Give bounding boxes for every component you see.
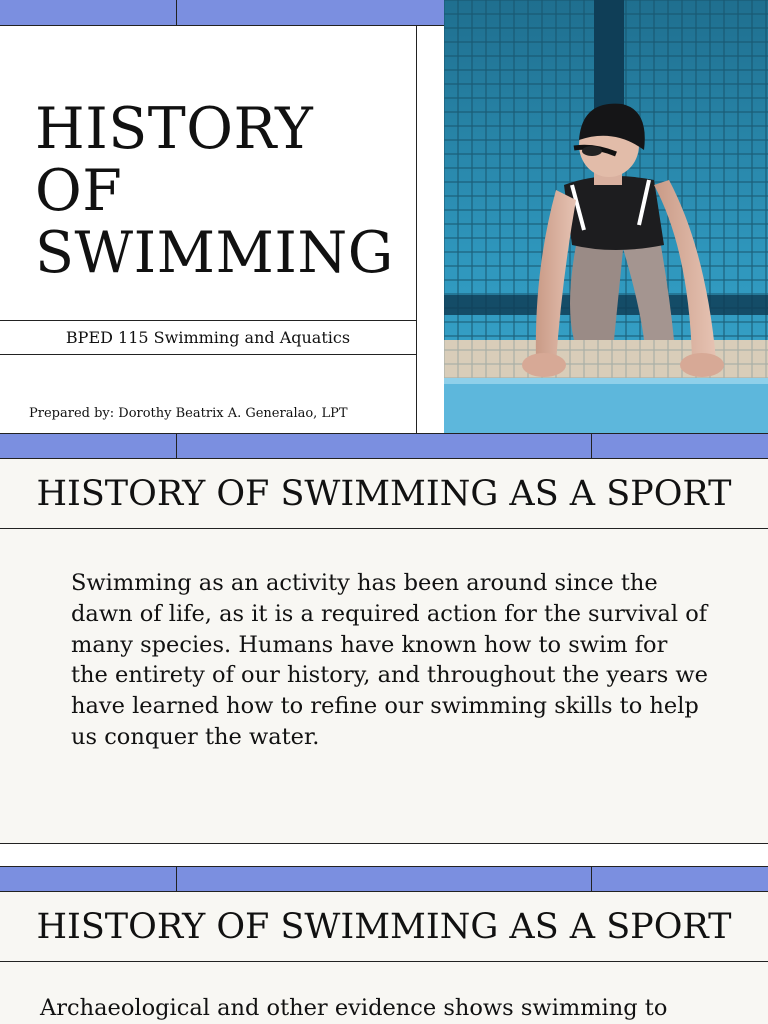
title-slide-divider: [416, 26, 417, 433]
slide-body-text: Archaeological and other evidence shows swimming to: [40, 995, 668, 1021]
bar-divider: [176, 434, 177, 458]
bar-divider: [591, 867, 592, 891]
bar-divider: [176, 0, 177, 26]
title-line-1: HISTORY: [35, 96, 314, 162]
swimmer-photo: [444, 0, 768, 433]
content-slide-1: [0, 433, 768, 844]
title-line-2: OF: [35, 158, 123, 224]
course-label: BPED 115 Swimming and Aquatics: [65, 328, 351, 347]
slide-top-bar: [0, 433, 768, 459]
slide-heading: [0, 892, 768, 962]
course-subtitle: [0, 320, 417, 355]
heading-text: HISTORY OF SWIMMING AS A SPORT: [36, 473, 732, 514]
prepared-by: Prepared by: Dorothy Beatrix A. Generalao, LPT: [29, 406, 348, 421]
bar-divider: [591, 434, 592, 458]
slide-top-bar: [0, 866, 768, 892]
swimmer-photo-icon: [444, 0, 768, 433]
slide-gap: [0, 844, 768, 866]
slide-body-text: Swimming as an activity has been around since the dawn of life, as it is a required action for the survival of many species. Humans have known how to swim for the entirety of our history, and throughout the years we have learned how to refine our swimming skills to help us conquer the water.: [71, 570, 708, 750]
heading-text: HISTORY OF SWIMMING AS A SPORT: [36, 906, 732, 947]
title-slide-top-bar: [0, 0, 444, 26]
content-slide-2: [0, 866, 768, 1024]
bar-divider: [176, 867, 177, 891]
slide-title: [35, 98, 394, 284]
title-line-3: SWIMMING: [35, 220, 394, 286]
slide-heading: [0, 459, 768, 529]
